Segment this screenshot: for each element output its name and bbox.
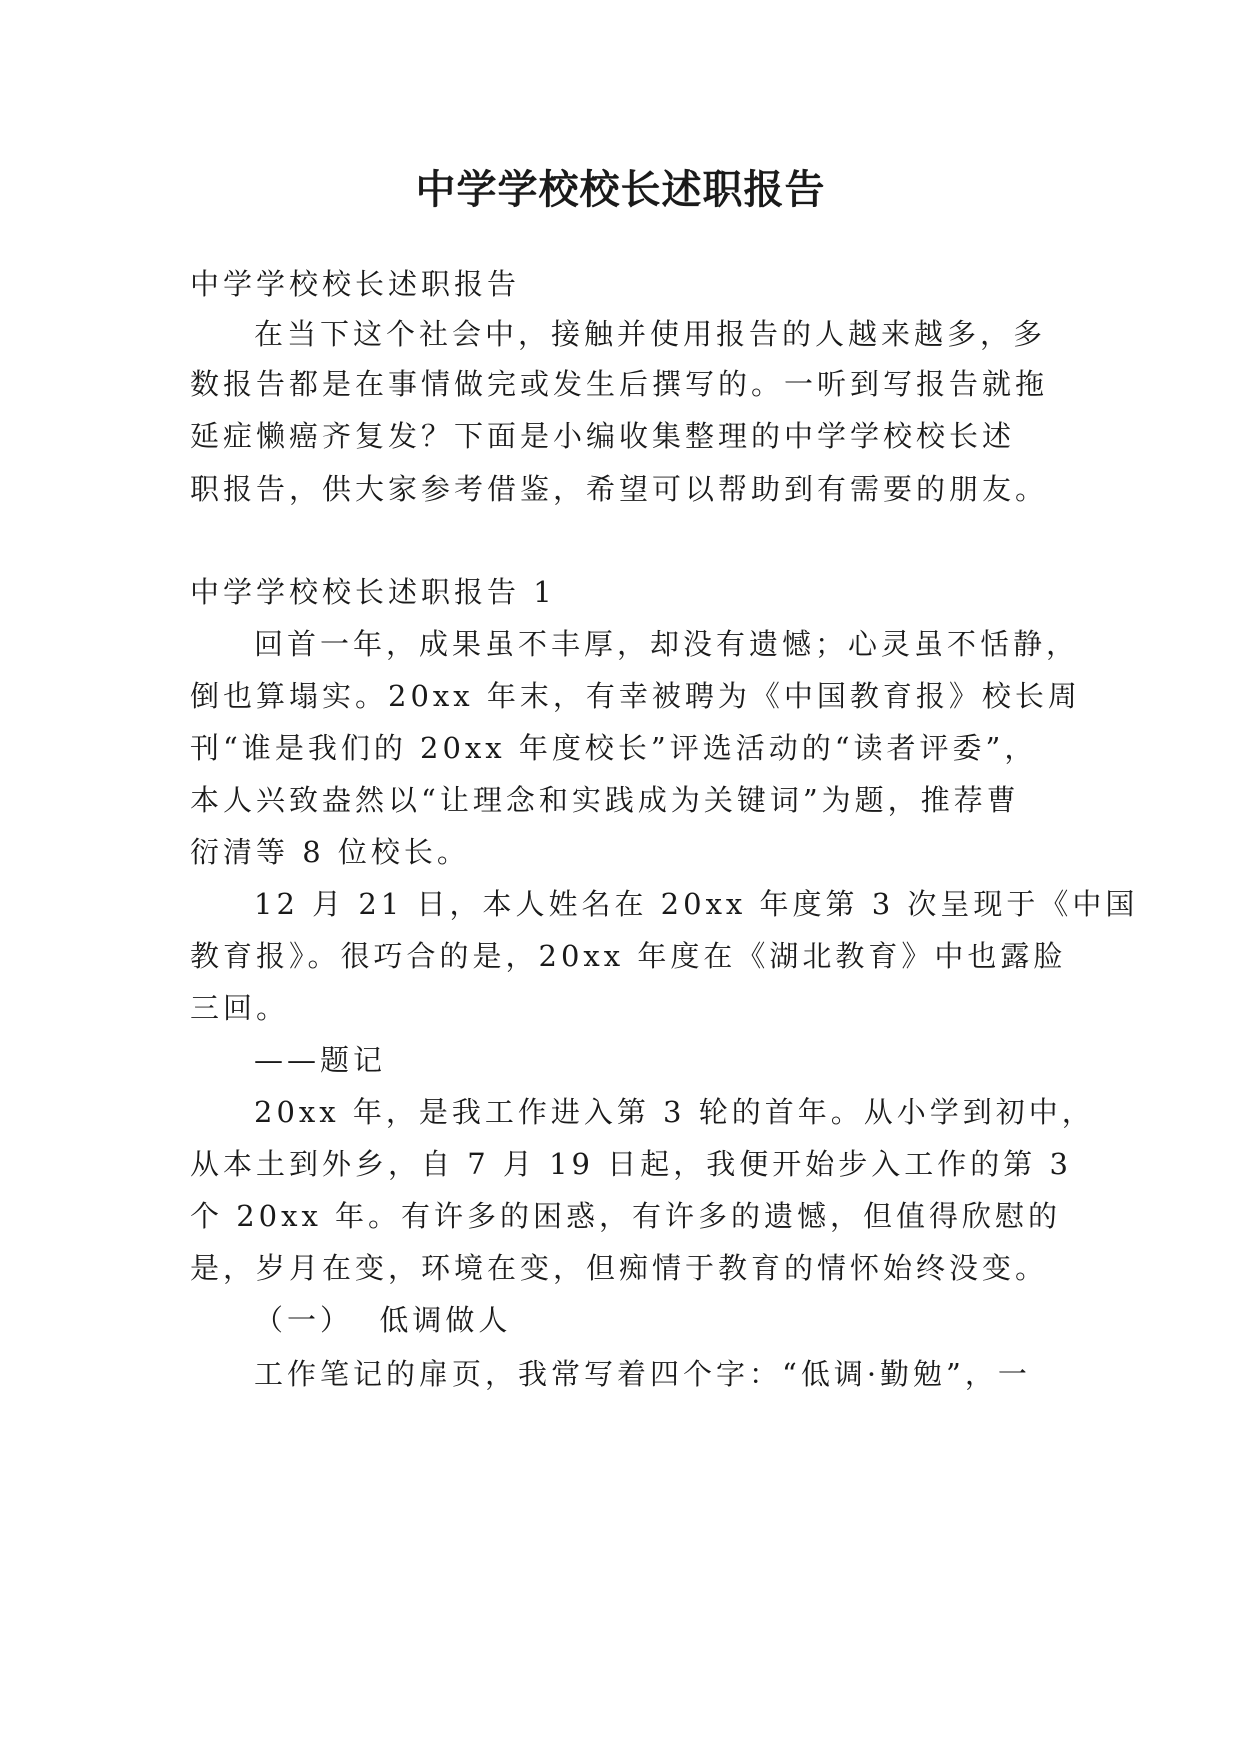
body-line: 职报告，供大家参考借鉴，希望可以帮助到有需要的朋友。 <box>190 472 1049 506</box>
body-line: 倒也算塌实。20xx 年末，有幸被聘为《中国教育报》校长周 <box>190 679 1081 713</box>
body-line: 回首一年，成果虽不丰厚，却没有遗憾；心灵虽不恬静， <box>254 627 1080 661</box>
body-line: 本人兴致盎然以“让理念和实践成为关键词”为题，推荐曹 <box>190 783 1020 817</box>
body-line: 是，岁月在变，环境在变，但痴情于教育的情怀始终没变。 <box>190 1251 1049 1285</box>
body-line: 工作笔记的扉页，我常写着四个字：“低调·勤勉”，一 <box>254 1357 1031 1391</box>
subsection-heading: （一） 低调做人 <box>254 1303 512 1337</box>
section-heading: 中学学校校长述职报告 1 <box>190 575 556 609</box>
body-line: 延症懒癌齐复发？下面是小编收集整理的中学学校校长述 <box>190 419 1016 453</box>
epigraph-line: ——题记 <box>254 1043 387 1077</box>
body-line: 三回。 <box>190 991 290 1025</box>
body-line: 个 20xx 年。有许多的困惑，有许多的遗憾，但值得欣慰的 <box>190 1199 1062 1233</box>
body-line: 数报告都是在事情做完或发生后撰写的。一听到写报告就拖 <box>190 367 1049 401</box>
body-line: 在当下这个社会中，接触并使用报告的人越来越多，多 <box>254 317 1047 351</box>
body-line: 衍清等 8 位校长。 <box>190 835 470 869</box>
document-title: 中学学校校长述职报告 <box>415 166 826 213</box>
body-line: 20xx 年，是我工作进入第 3 轮的首年。从小学到初中， <box>254 1095 1095 1129</box>
body-line: 12 月 21 日，本人姓名在 20xx 年度第 3 次呈现于《中国 <box>254 887 1139 921</box>
body-line: 从本土到外乡，自 7 月 19 日起，我便开始步入工作的第 3 <box>190 1147 1072 1181</box>
body-line: 教育报》。很巧合的是，20xx 年度在《湖北教育》中也露脸 <box>190 939 1067 973</box>
body-line: 刊“谁是我们的 20xx 年度校长”评选活动的“读者评委”， <box>190 731 1038 765</box>
subtitle-line: 中学学校校长述职报告 <box>190 267 521 301</box>
